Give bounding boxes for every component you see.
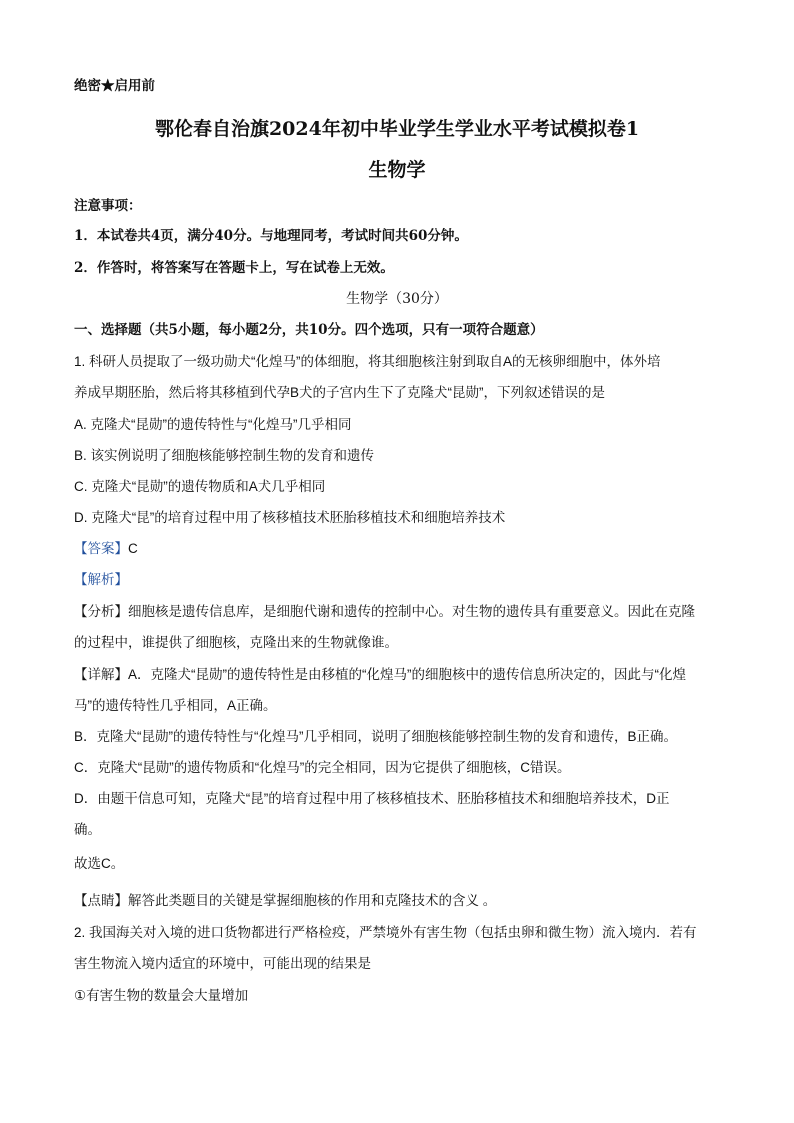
answer-value: C [128, 541, 138, 556]
q1-option-c: C. 克隆犬“昆勋”的遗传物质和A犬几乎相同 [74, 479, 326, 494]
q2-item-1: ①有害生物的数量会大量增加 [74, 988, 249, 1003]
subject-title: 生物学 [368, 159, 426, 181]
fenxi-text: 细胞核是遗传信息库，是细胞代谢和遗传的控制中心。对生物的遗传具有重要意义。因此在克隆 [128, 604, 695, 619]
part1-heading: 一、选择题（共5小题，每小题2分，共10分。四个选项，只有一项符合题意） [74, 322, 544, 338]
q1-stem-line-2: 养成早期胚胎，然后将其移植到代孕B犬的子宫内生下了克隆犬“昆勋”，下列叙述错误的是 [74, 385, 605, 400]
dianjing-text: 解答此类题目的关键是掌握细胞核的作用和克隆技术的含义 。 [128, 893, 497, 908]
detail-d-line-1: D．由题干信息可知，克隆犬“昆”的培育过程中用了核移植技术、胚胎移植技术和细胞培养技术，D正 [74, 791, 670, 806]
q1-option-a: A. 克隆犬“昆勋”的遗传特性与“化煌马”几乎相同 [74, 417, 352, 432]
detail-a-line-2: 马”的遗传特性几乎相同，A正确。 [74, 698, 277, 713]
answer-tag: 【答案】 [74, 541, 128, 556]
q2-stem-line-2: 害生物流入境内适宜的环境中，可能出现的结果是 [74, 956, 371, 971]
exam-title: 鄂伦春自治旗2024年初中毕业学生学业水平考试模拟卷1 [154, 118, 640, 140]
q1-option-b: B. 该实例说明了细胞核能够控制生物的发育和遗传 [74, 448, 375, 463]
note-item-2: 2．作答时，将答案写在答题卡上，写在试卷上无效。 [74, 260, 394, 276]
q1-stem-line-1: 1. 科研人员提取了一级功勋犬“化煌马”的体细胞，将其细胞核注射到取自A的无核卵细胞中，体外培 [74, 354, 661, 369]
fenxi-line-1 [74, 600, 720, 620]
note-item-1: 1．本试卷共4页，满分40分。与地理同考，考试时间共60分钟。 [74, 228, 468, 244]
dianjing [74, 889, 720, 909]
secret-mark: 绝密★启用前 [74, 78, 155, 94]
conclusion: 故选C。 [74, 856, 125, 871]
q1-option-d: D. 克隆犬“昆”的培育过程中用了核移植技术胚胎移植技术和细胞培养技术 [74, 510, 506, 525]
q2-stem-line-1: 2. 我国海关对入境的进口货物都进行严格检疫，严禁境外有害生物（包括虫卵和微生物）流入境内．若有 [74, 925, 697, 940]
detail-d-line-2: 确。 [74, 822, 101, 837]
detail-tag: 【详解】 [74, 667, 128, 682]
detail-a-text: A．克隆犬“昆勋”的遗传特性是由移植的“化煌马”的细胞核中的遗传信息所决定的，因此与“化煌 [128, 667, 686, 682]
detail-b: B．克隆犬“昆勋”的遗传特性与“化煌马”几乎相同，说明了细胞核能够控制生物的发育和遗传，B正确。 [74, 729, 677, 744]
detail-a-line-1 [74, 663, 720, 683]
q1-answer [74, 537, 720, 557]
dianjing-tag: 【点睛】 [74, 893, 128, 908]
notes-heading: 注意事项： [74, 198, 142, 214]
fenxi-tag: 【分析】 [74, 604, 128, 619]
analysis-tag: 【解析】 [74, 572, 128, 587]
section-name: 生物学（30分） [346, 291, 448, 307]
detail-c: C．克隆犬“昆勋”的遗传物质和“化煌马”的完全相同，因为它提供了细胞核，C错误。 [74, 760, 571, 775]
fenxi-line-2: 的过程中，谁提供了细胞核，克隆出来的生物就像谁。 [74, 635, 398, 650]
